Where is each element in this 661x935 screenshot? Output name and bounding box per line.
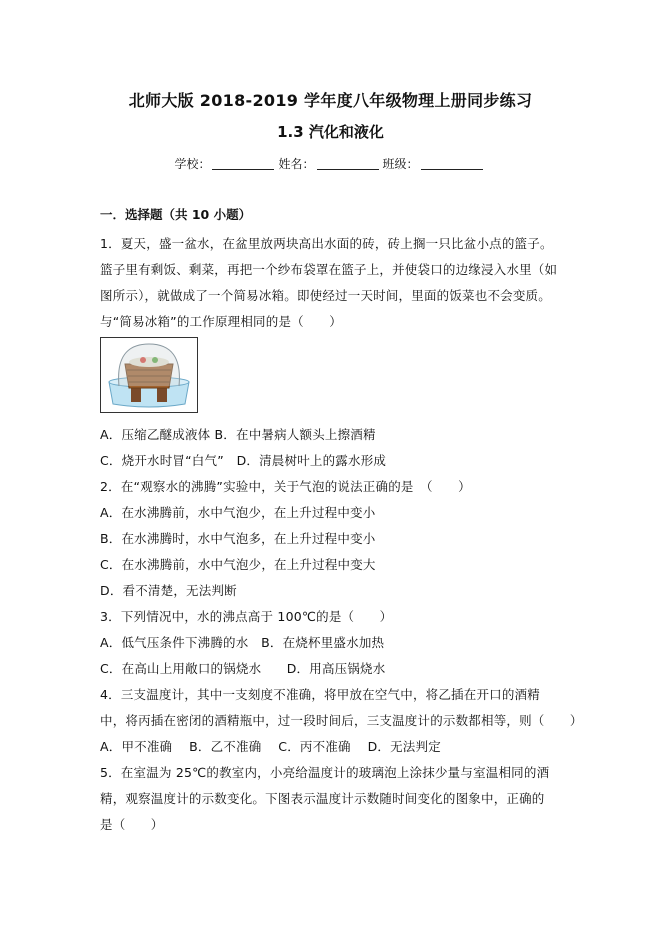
name-label: 姓名： xyxy=(278,157,315,171)
document-title: 北师大版 2018-2019 学年度八年级物理上册同步练习 xyxy=(128,91,533,110)
question-1-line-2: 篮子里有剩饭、剩菜，再把一个纱布袋罩在篮子上，并使袋口的边缘浸入水里（如 xyxy=(100,262,558,277)
class-blank xyxy=(421,157,483,170)
question-1-line-4: 与“简易冰箱”的工作原理相同的是（ ） xyxy=(100,314,342,329)
simple-fridge-figure xyxy=(100,337,198,413)
question-2-option-d: D．看不清楚，无法判断 xyxy=(100,583,237,598)
question-1-option-ab: A．压缩乙醚成液体 B．在中暑病人额头上擦酒精 xyxy=(100,427,376,442)
class-label: 班级： xyxy=(382,157,419,171)
name-blank xyxy=(317,157,379,170)
question-1-option-cd: C．烧开水时冒“白气” D．清晨树叶上的露水形成 xyxy=(100,453,387,468)
school-label: 学校： xyxy=(174,157,211,171)
question-3-stem: 3．下列情况中，水的沸点高于 100℃的是（ ） xyxy=(100,609,393,624)
school-blank xyxy=(212,157,274,170)
question-5-line-2: 精，观察温度计的示数变化。下图表示温度计示数随时间变化的图象中，正确的 xyxy=(100,791,545,806)
question-5-line-1: 5．在室温为 25℃的教室内，小亮给温度计的玻璃泡上涂抹少量与室温相同的酒 xyxy=(100,765,550,780)
question-4-line-2: 中，将丙插在密闭的酒精瓶中，过一段时间后，三支温度计的示数都相等，则（ ） xyxy=(100,713,583,728)
question-3-option-cd: C．在高山上用敞口的锅烧水 D．用高压锅烧水 xyxy=(100,661,386,676)
question-1-line-3: 图所示），就做成了一个简易冰箱。即使经过一天时间，里面的饭菜也不会变质。 xyxy=(100,288,551,303)
simple-fridge-illustration xyxy=(101,338,197,412)
question-2-option-b: B．在水沸腾时，水中气泡多，在上升过程中变小 xyxy=(100,531,376,546)
student-info-line xyxy=(0,155,661,172)
question-4-options: A．甲不准确 B．乙不准确 C．丙不准确 D．无法判定 xyxy=(100,739,441,754)
question-4-line-1: 4．三支温度计，其中一支刻度不准确，将甲放在空气中，将乙插在开口的酒精 xyxy=(100,687,540,702)
question-2-stem: 2．在“观察水的沸腾”实验中，关于气泡的说法正确的是 （ ） xyxy=(100,479,471,494)
section-heading: 一．选择题（共 10 小题） xyxy=(100,207,252,222)
question-3-option-ab: A．低气压条件下沸腾的水 B．在烧杯里盛水加热 xyxy=(100,635,385,650)
question-2-option-c: C．在水沸腾前，水中气泡少，在上升过程中变大 xyxy=(100,557,376,572)
question-1-line-1: 1．夏天，盛一盆水，在盆里放两块高出水面的砖，砖上搁一只比盆小点的篮子。 xyxy=(100,236,553,251)
question-2-option-a: A．在水沸腾前，水中气泡少，在上升过程中变小 xyxy=(100,505,376,520)
question-5-line-3: 是（ ） xyxy=(100,817,164,832)
lesson-subtitle: 1.3 汽化和液化 xyxy=(277,123,384,141)
